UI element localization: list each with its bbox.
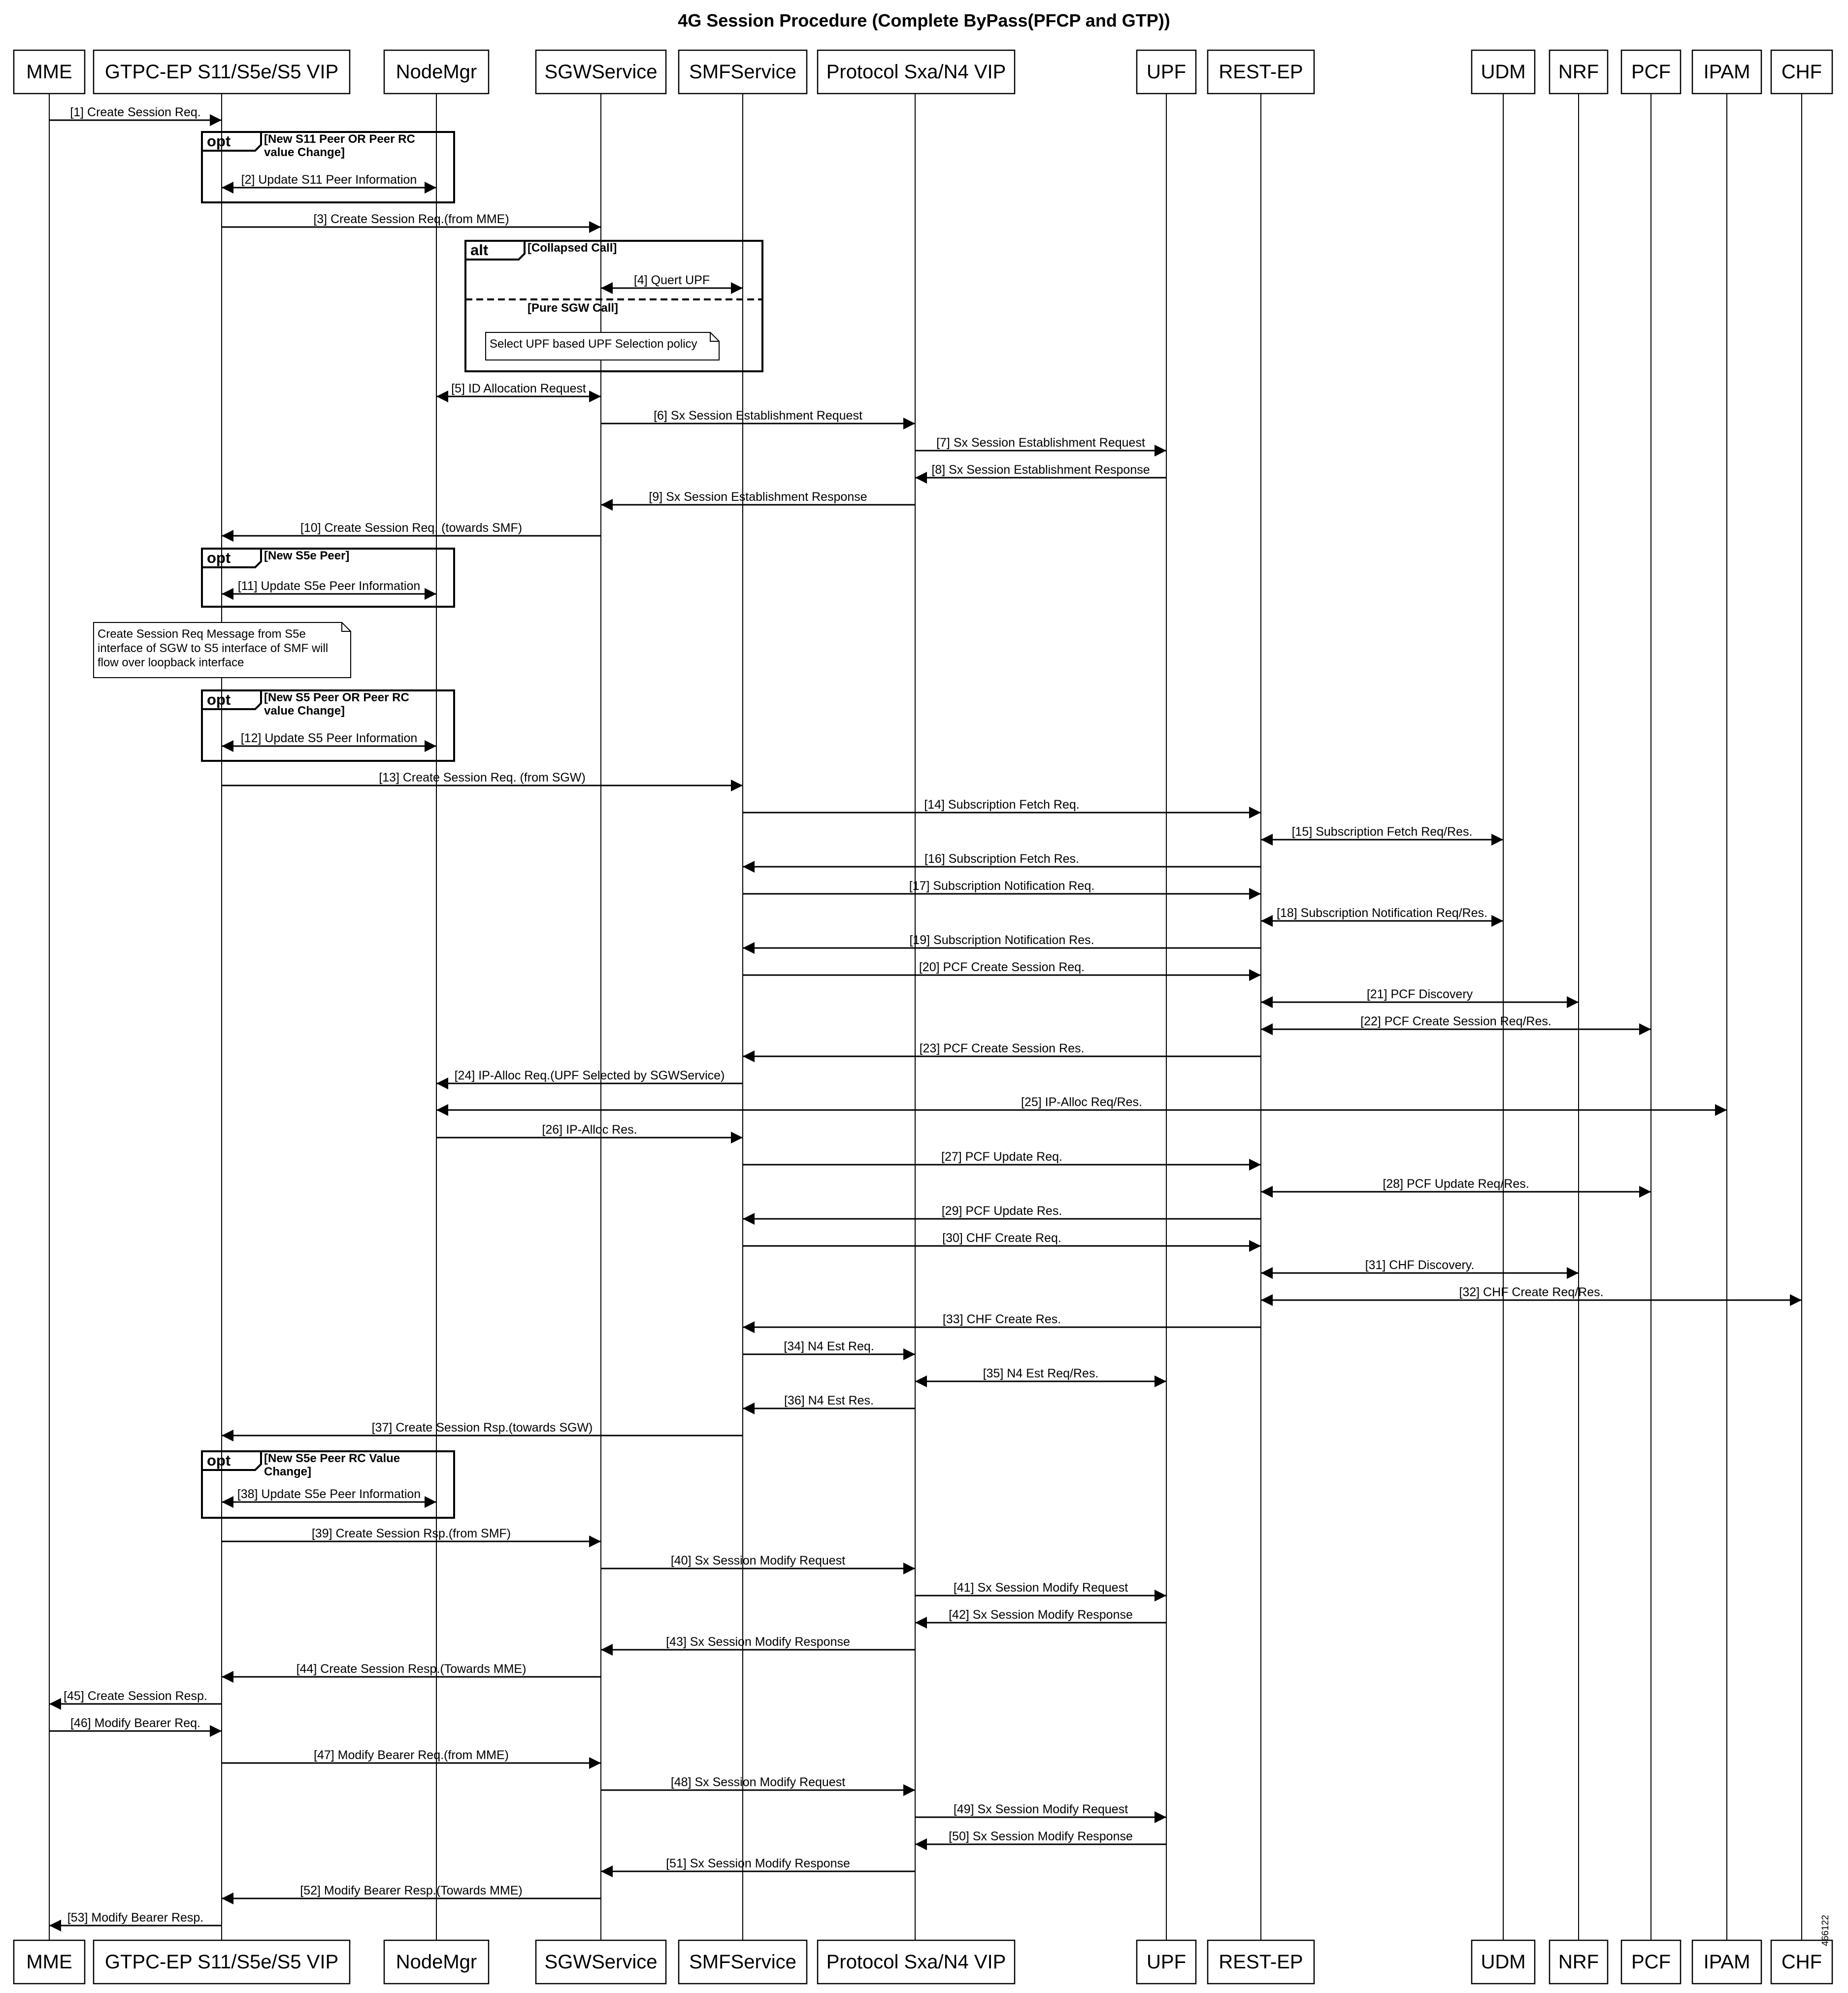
message-18	[1261, 906, 1503, 921]
participant-nodemgr-bottom	[384, 1940, 489, 1984]
message-label: [10] Create Session Req. (towards SMF)	[300, 521, 523, 535]
frame-condition: value Change]	[264, 146, 345, 159]
note-text: Select UPF based UPF Selection policy	[490, 337, 697, 351]
message-25	[436, 1095, 1727, 1110]
message-label: [35] N4 Est Req/Res.	[983, 1367, 1099, 1380]
participant-chf-top	[1771, 50, 1832, 94]
message-36	[743, 1394, 915, 1408]
message-label: [6] Sx Session Establishment Request	[654, 409, 862, 423]
participant-sxa-top	[818, 50, 1015, 94]
message-24	[436, 1069, 743, 1083]
message-23	[743, 1042, 1261, 1056]
participant-udm-bottom	[1472, 1940, 1535, 1984]
participant-upf-top	[1137, 50, 1196, 94]
participant-label: Protocol Sxa/N4 VIP	[826, 61, 1006, 83]
frame-condition: [New S5e Peer]	[264, 549, 350, 562]
frame-condition: value Change]	[264, 704, 345, 718]
message-33	[743, 1312, 1261, 1327]
diagram-title: 4G Session Procedure (Complete ByPass(PFCP and GTP))	[678, 10, 1170, 31]
participant-label: PCF	[1631, 1951, 1671, 1973]
participant-sgw-top	[536, 50, 666, 94]
message-22	[1261, 1014, 1651, 1029]
note-text: flow over loopback interface	[98, 656, 244, 669]
message-label: [41] Sx Session Modify Request	[953, 1581, 1128, 1595]
participant-nrf-bottom	[1550, 1940, 1608, 1984]
message-label: [18] Subscription Notification Req/Res.	[1277, 906, 1487, 920]
message-label: [27] PCF Update Req.	[941, 1150, 1062, 1164]
participant-chf-bottom	[1771, 1940, 1832, 1984]
message-label: [12] Update S5 Peer Information	[240, 731, 418, 745]
participant-label: UPF	[1147, 1951, 1186, 1973]
participant-label: Protocol Sxa/N4 VIP	[826, 1951, 1006, 1973]
message-37	[222, 1421, 743, 1436]
message-label: [2] Update S11 Peer Information	[241, 173, 417, 187]
message-3	[222, 212, 601, 227]
frame-keyword: opt	[207, 691, 231, 708]
message-4	[601, 273, 743, 288]
message-9	[601, 490, 915, 505]
participant-label: SGWService	[544, 61, 658, 83]
participant-rest-bottom	[1208, 1940, 1314, 1984]
message-label: [37] Create Session Rsp.(towards SGW)	[371, 1421, 593, 1435]
message-28	[1261, 1177, 1651, 1192]
figure-id: 466122	[1820, 1915, 1831, 1946]
frame-keyword: alt	[470, 241, 489, 259]
participant-label: NRF	[1558, 61, 1599, 83]
frame-condition: Change]	[264, 1465, 311, 1478]
participant-label: CHF	[1781, 61, 1822, 83]
message-42	[915, 1608, 1166, 1623]
message-29	[743, 1204, 1261, 1219]
message-label: [21] PCF Discovery	[1366, 987, 1473, 1001]
message-label: [20] PCF Create Session Req.	[919, 960, 1085, 974]
message-31	[1261, 1258, 1579, 1273]
message-21	[1261, 987, 1579, 1002]
message-17	[743, 879, 1261, 894]
message-label: [23] PCF Create Session Res.	[919, 1042, 1085, 1055]
message-16	[743, 852, 1261, 867]
note-2	[94, 622, 351, 678]
participant-rest-top	[1208, 50, 1314, 94]
participant-smf-top	[679, 50, 807, 94]
participant-label: IPAM	[1703, 61, 1750, 83]
frame-else-condition: [Pure SGW Call]	[528, 301, 619, 315]
participant-mme-top	[14, 50, 85, 94]
participant-pcf-bottom	[1621, 1940, 1681, 1984]
message-label: [39] Create Session Rsp.(from SMF)	[311, 1527, 511, 1540]
frame-opt-4	[202, 690, 454, 761]
message-10	[222, 521, 601, 536]
message-label: [33] CHF Create Res.	[942, 1312, 1061, 1326]
message-label: [40] Sx Session Modify Request	[670, 1554, 846, 1568]
participant-ipam-top	[1692, 50, 1761, 94]
message-label: [13] Create Session Req. (from SGW)	[379, 771, 586, 784]
message-label: [44] Create Session Resp.(Towards MME)	[296, 1662, 527, 1676]
participant-nrf-top	[1550, 50, 1608, 94]
message-49	[915, 1802, 1166, 1817]
message-32	[1261, 1285, 1802, 1300]
message-38	[222, 1487, 436, 1502]
message-39	[222, 1527, 601, 1541]
message-label: [36] N4 Est Res.	[784, 1394, 874, 1407]
message-label: [32] CHF Create Req/Res.	[1459, 1285, 1604, 1299]
message-label: [19] Subscription Notification Res.	[909, 933, 1094, 947]
participant-smf-bottom	[679, 1940, 807, 1984]
message-label: [48] Sx Session Modify Request	[670, 1775, 846, 1789]
message-label: [43] Sx Session Modify Response	[666, 1635, 850, 1649]
message-46	[49, 1716, 222, 1731]
message-27	[743, 1150, 1261, 1165]
message-label: [47] Modify Bearer Req.(from MME)	[314, 1748, 509, 1762]
message-41	[915, 1581, 1166, 1596]
participant-nodemgr-top	[384, 50, 489, 94]
message-label: [3] Create Session Req.(from MME)	[313, 212, 509, 226]
participant-label: MME	[26, 61, 72, 83]
message-label: [14] Subscription Fetch Req.	[924, 798, 1080, 812]
message-label: [1] Create Session Req.	[70, 105, 201, 119]
message-48	[601, 1775, 915, 1790]
message-label: [30] CHF Create Req.	[942, 1231, 1061, 1245]
participant-label: NRF	[1558, 1951, 1599, 1973]
message-label: [34] N4 Est Req.	[784, 1340, 874, 1353]
message-13	[222, 771, 743, 785]
message-label: [52] Modify Bearer Resp.(Towards MME)	[300, 1884, 523, 1897]
participant-gtpc-top	[94, 50, 350, 94]
message-label: [22] PCF Create Session Req/Res.	[1360, 1014, 1551, 1028]
participant-label: SGWService	[544, 1951, 658, 1973]
note-1	[486, 332, 719, 360]
message-label: [46] Modify Bearer Req.	[70, 1716, 201, 1730]
message-7	[915, 436, 1166, 451]
message-44	[222, 1662, 601, 1677]
participant-label: UDM	[1481, 61, 1526, 83]
message-label: [25] IP-Alloc Req/Res.	[1021, 1095, 1142, 1109]
message-label: [29] PCF Update Res.	[941, 1204, 1062, 1218]
message-45	[49, 1689, 222, 1704]
message-47	[222, 1748, 601, 1763]
message-label: [28] PCF Update Req/Res.	[1383, 1177, 1529, 1191]
participant-udm-top	[1472, 50, 1535, 94]
message-50	[915, 1830, 1166, 1844]
messages	[49, 105, 1802, 1926]
participant-label: MME	[26, 1951, 72, 1973]
note-text: Create Session Req Message from S5e	[98, 627, 306, 641]
participant-upf-bottom	[1137, 1940, 1196, 1984]
participant-label: PCF	[1631, 61, 1671, 83]
message-label: [45] Create Session Resp.	[64, 1689, 207, 1703]
message-34	[743, 1340, 915, 1354]
message-52	[222, 1884, 601, 1898]
message-5	[436, 382, 601, 396]
participant-label: UDM	[1481, 1951, 1526, 1973]
participant-label: CHF	[1781, 1951, 1822, 1973]
participant-label: NodeMgr	[396, 61, 477, 83]
message-label: [9] Sx Session Establishment Response	[649, 490, 867, 504]
participant-label: GTPC-EP S11/S5e/S5 VIP	[104, 61, 339, 83]
participant-label: NodeMgr	[396, 1951, 477, 1973]
message-30	[743, 1231, 1261, 1246]
note-text: interface of SGW to S5 interface of SMF will	[98, 642, 329, 655]
participant-ipam-bottom	[1692, 1940, 1761, 1984]
participant-label: REST-EP	[1219, 1951, 1303, 1973]
participants	[14, 50, 1832, 1984]
frame-condition: [Collapsed Call]	[528, 241, 617, 255]
participant-mme-bottom	[14, 1940, 85, 1984]
message-label: [17] Subscription Notification Req.	[909, 879, 1095, 893]
participant-label: IPAM	[1703, 1951, 1750, 1973]
message-51	[601, 1857, 915, 1871]
message-43	[601, 1635, 915, 1650]
participant-sgw-bottom	[536, 1940, 666, 1984]
message-53	[49, 1911, 222, 1926]
message-2	[222, 173, 436, 188]
frame-keyword: opt	[207, 549, 231, 566]
participant-label: UPF	[1147, 61, 1186, 83]
frame-condition: [New S5e Peer RC Value	[264, 1452, 400, 1465]
message-8	[915, 463, 1166, 478]
frame-keyword: opt	[207, 132, 231, 150]
message-label: [15] Subscription Fetch Req/Res.	[1291, 825, 1473, 839]
message-35	[915, 1367, 1166, 1381]
frame-opt-5	[202, 1451, 454, 1518]
participant-label: SMFService	[689, 1951, 796, 1973]
message-19	[743, 933, 1261, 948]
message-label: [31] CHF Discovery.	[1365, 1258, 1475, 1272]
participant-pcf-top	[1621, 50, 1681, 94]
message-label: [49] Sx Session Modify Request	[953, 1802, 1128, 1816]
frame-condition: [New S5 Peer OR Peer RC	[264, 691, 409, 704]
message-12	[222, 731, 436, 746]
message-label: [26] IP-Alloc Res.	[542, 1123, 637, 1137]
message-label: [7] Sx Session Establishment Request	[936, 436, 1145, 450]
message-label: [24] IP-Alloc Req.(UPF Selected by SGWService)	[454, 1069, 725, 1082]
message-label: [42] Sx Session Modify Response	[949, 1608, 1133, 1622]
message-label: [8] Sx Session Establishment Response	[931, 463, 1150, 477]
participant-gtpc-bottom	[94, 1940, 350, 1984]
message-26	[436, 1123, 743, 1138]
message-label: [11] Update S5e Peer Information	[237, 579, 421, 593]
message-label: [38] Update S5e Peer Information	[237, 1487, 421, 1501]
participant-label: REST-EP	[1219, 61, 1303, 83]
message-15	[1261, 825, 1503, 840]
message-label: [4] Quert UPF	[633, 273, 710, 287]
message-label: [5] ID Allocation Request	[451, 382, 586, 395]
frame-opt-1	[202, 132, 454, 202]
message-40	[601, 1554, 915, 1568]
message-label: [51] Sx Session Modify Response	[666, 1857, 850, 1870]
participant-label: SMFService	[689, 61, 796, 83]
frame-condition: [New S11 Peer OR Peer RC	[264, 132, 415, 146]
message-11	[222, 579, 436, 594]
frame-keyword: opt	[207, 1452, 231, 1469]
message-label: [50] Sx Session Modify Response	[949, 1830, 1133, 1843]
participant-sxa-bottom	[818, 1940, 1015, 1984]
participant-label: GTPC-EP S11/S5e/S5 VIP	[104, 1951, 339, 1973]
message-6	[601, 409, 915, 424]
message-label: [16] Subscription Fetch Res.	[924, 852, 1080, 866]
message-14	[743, 798, 1261, 813]
frame-opt-3	[202, 549, 454, 607]
message-1	[49, 105, 222, 120]
message-20	[743, 960, 1261, 975]
message-label: [53] Modify Bearer Resp.	[67, 1911, 204, 1925]
